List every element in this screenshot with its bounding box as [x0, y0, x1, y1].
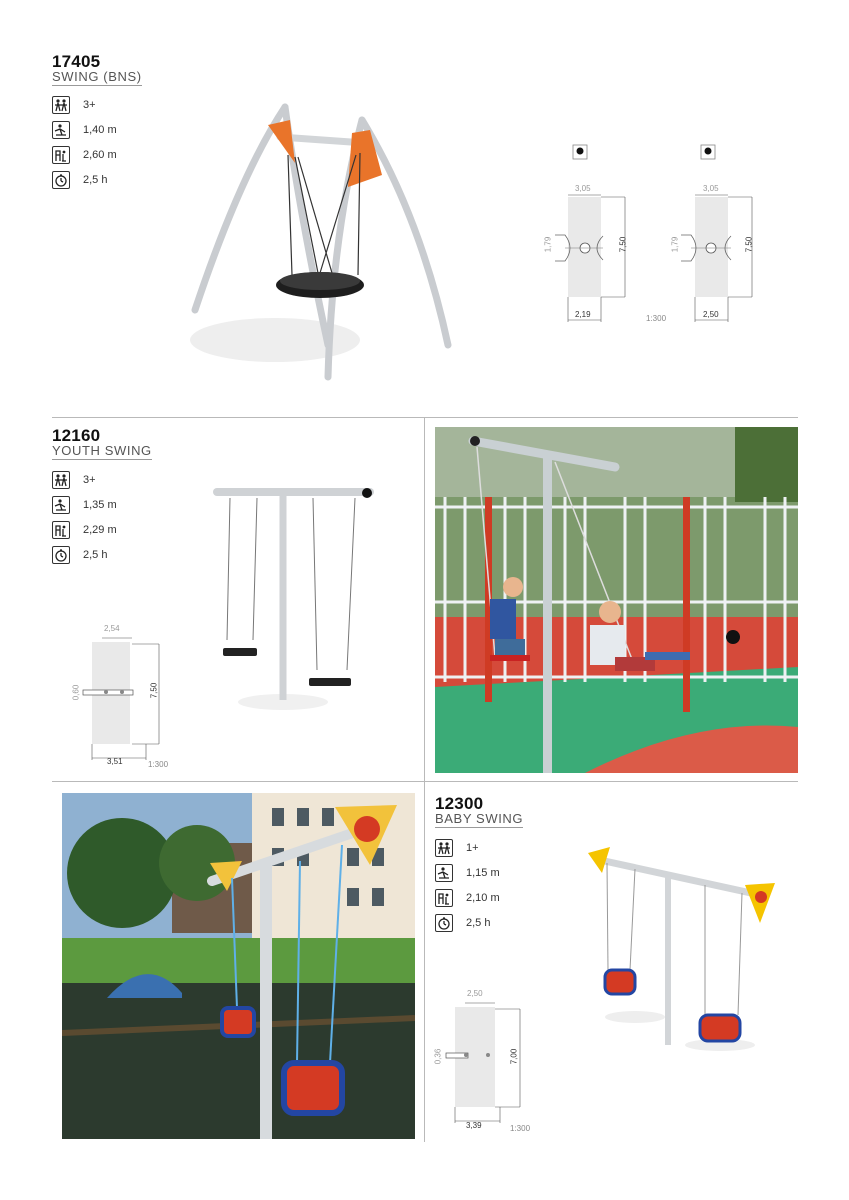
- install-time-icon: [52, 546, 70, 564]
- plan2-width-top: 3,05: [703, 184, 719, 193]
- scale-12160: 1:300: [148, 760, 169, 769]
- spec-install-time: [52, 545, 107, 565]
- photo-youth-swing-court: [435, 427, 798, 773]
- plan1-side: 1,79: [543, 236, 553, 253]
- plan-width-top-12160: 2,54: [104, 624, 120, 633]
- spec-fall-height: [52, 495, 117, 515]
- divider-vertical: [424, 417, 425, 1142]
- product-name-12300: BABY SWING: [435, 811, 524, 826]
- spec-max-height-value: 2,29 m: [83, 524, 117, 536]
- scale-17405: 1:300: [646, 314, 667, 323]
- plan-side-12160: 0,60: [71, 684, 81, 701]
- spec-install-time-value: 2,5 h: [466, 917, 491, 929]
- install-time-icon: [435, 914, 453, 932]
- fall-height-icon: [435, 864, 453, 882]
- plan2-bottom: 2,50: [703, 310, 719, 319]
- photo-baby-swing-playground: [62, 793, 415, 1139]
- plan-width-top-12300: 2,50: [467, 989, 483, 998]
- product-code-12160: 12160: [52, 426, 101, 445]
- spec-max-height: [52, 520, 117, 540]
- plan1-width-top: 3,05: [575, 184, 591, 193]
- max-height-icon: [52, 521, 70, 539]
- plan-bottom-12300: 3,39: [466, 1121, 482, 1130]
- max-height-icon: [435, 889, 453, 907]
- plan-side-12300: 0,36: [433, 1048, 443, 1065]
- product-image-12160: [205, 480, 385, 730]
- plan1-length: 7,50: [618, 236, 628, 253]
- fall-height-icon: [52, 121, 70, 139]
- spec-fall-height: [52, 120, 117, 140]
- plan2-length: 7,50: [744, 236, 754, 253]
- spec-max-height-value: 2,10 m: [466, 892, 500, 904]
- spec-install-time-value: 2,5 h: [83, 174, 108, 186]
- age-icon: [52, 96, 70, 114]
- safety-area-plans-17405: [535, 140, 795, 330]
- spec-fall-height-value: 1,15 m: [466, 867, 500, 879]
- spec-fall-height-value: 1,35 m: [83, 499, 117, 511]
- plan1-bottom: 2,19: [575, 310, 591, 319]
- product-name-17405: SWING (BNS): [52, 69, 142, 84]
- safety-area-plan-12160: [75, 630, 185, 770]
- product-image-12300: [580, 845, 780, 1060]
- age-icon: [435, 839, 453, 857]
- spec-age-value: 1+: [466, 842, 479, 854]
- product-image-17405: [120, 95, 465, 415]
- spec-install-time-value: 2,5 h: [83, 549, 108, 561]
- plan-length-12300: 7,00: [509, 1048, 519, 1065]
- spec-fall-height: [435, 863, 500, 883]
- orange-connector-right: [348, 130, 382, 187]
- spec-max-height-value: 2,60 m: [83, 149, 117, 161]
- spec-fall-height-value: 1,40 m: [83, 124, 117, 136]
- scale-12300: 1:300: [510, 1124, 531, 1133]
- spec-age: [435, 838, 479, 858]
- fall-height-icon: [52, 496, 70, 514]
- spec-max-height: [435, 888, 500, 908]
- product-code-12300: 12300: [435, 794, 484, 813]
- spec-age-value: 3+: [83, 99, 96, 111]
- max-height-icon: [52, 146, 70, 164]
- age-icon: [52, 471, 70, 489]
- product-code-17405: 17405: [52, 52, 101, 71]
- spec-age: [52, 95, 96, 115]
- plan2-side: 1,79: [670, 236, 680, 253]
- plan-length-12160: 7,50: [149, 682, 159, 699]
- product-name-12160: YOUTH SWING: [52, 443, 152, 458]
- spec-age: [52, 470, 96, 490]
- spec-install-time: [52, 170, 107, 190]
- plan-bottom-12160: 3,51: [107, 757, 123, 766]
- divider-horizontal-2: [52, 781, 798, 782]
- spec-age-value: 3+: [83, 474, 96, 486]
- safety-area-plan-12300: [440, 995, 540, 1135]
- divider-horizontal-1: [52, 417, 798, 418]
- install-time-icon: [52, 171, 70, 189]
- spec-install-time: [435, 913, 490, 933]
- spec-max-height: [52, 145, 117, 165]
